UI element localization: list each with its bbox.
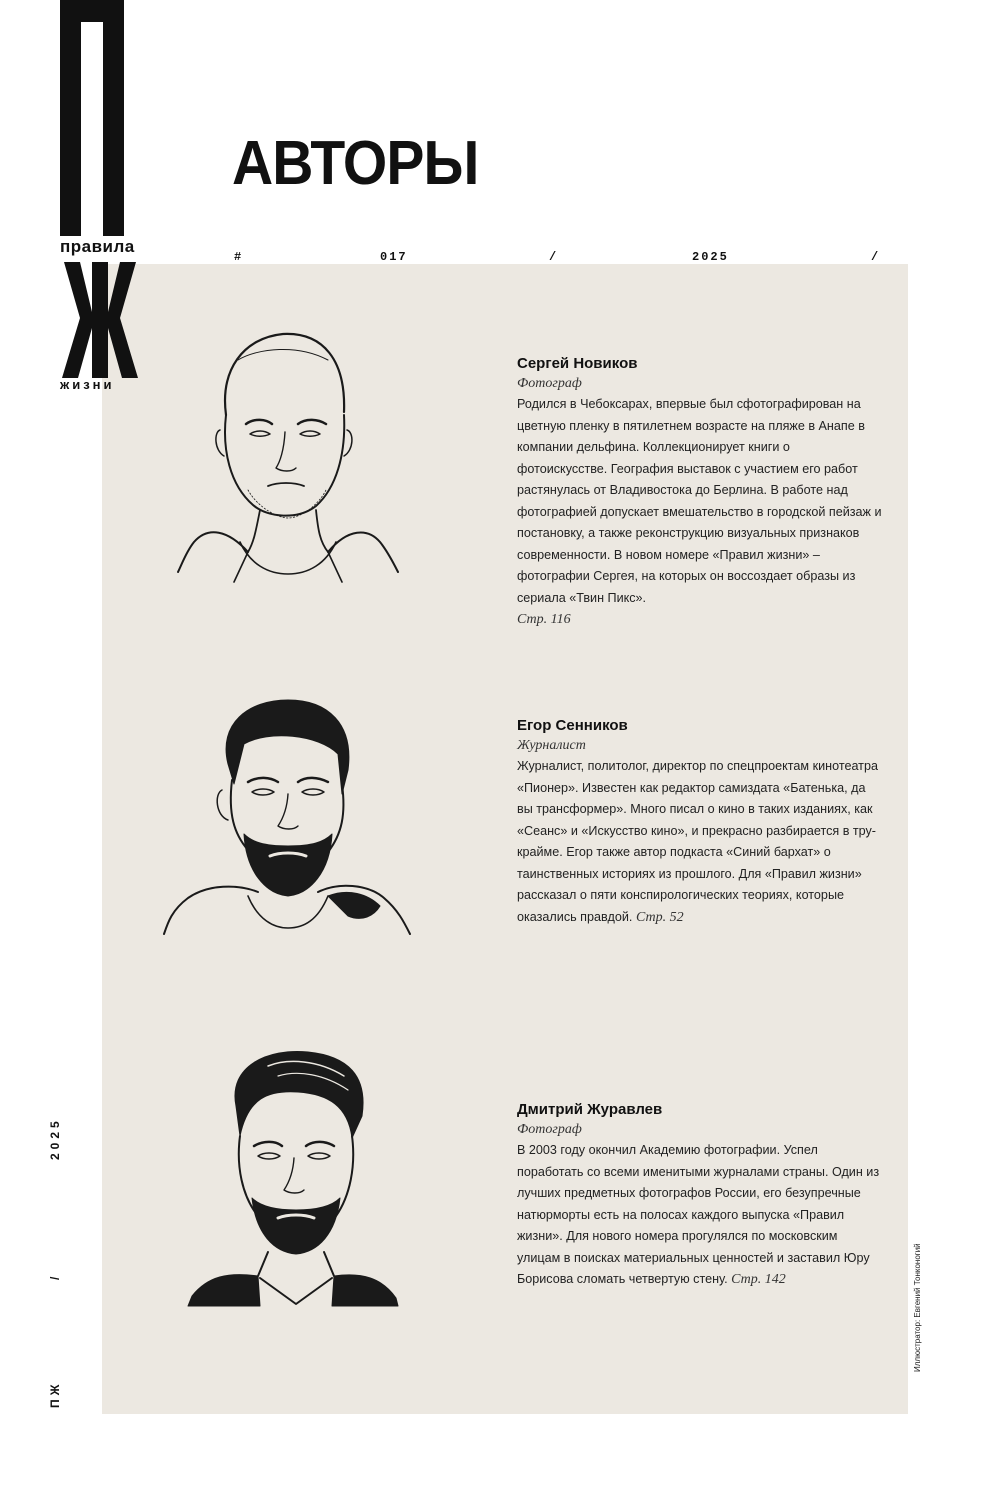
author-bio-text: Родился в Чебоксарах, впервые был сфотографирован на цветную пленку в пятилетнем возрасте на пляже в Анапе в компании дельфина. Коллекционирует книги о фотоискусстве. География выставок с участием его работ растянулась от Владивостока до Берлина. В работе над фотографией допускает вмешательство в городской пейзаж и постановку, а также реконструкцию визуальных признаков современности. В новом номере «Правил жизни» – фотографии Сергея, на которых он воссоздает образы из сериала «Твин Пикс». — [517, 397, 882, 605]
author-name: Сергей Новиков — [517, 355, 638, 372]
logo-letter-p — [60, 0, 124, 236]
author-bio — [517, 1140, 882, 1291]
author-name: Дмитрий Журавлев — [517, 1101, 663, 1118]
page-reference: Стр. 116 — [517, 612, 571, 627]
issue-number: 017 — [380, 250, 408, 264]
author-role: Журналист — [517, 738, 586, 753]
author-role: Фотограф — [517, 1122, 582, 1137]
author-role: Фотограф — [517, 376, 582, 391]
author-bio — [517, 756, 882, 928]
author-card — [517, 1101, 882, 1291]
author-card — [517, 355, 882, 631]
issue-year: 2025 — [692, 250, 729, 264]
page-reference: Стр. 142 — [731, 1272, 786, 1287]
sidebar-year: 2025 — [48, 1117, 62, 1160]
portrait-dmitry-zhuravlev — [148, 1046, 418, 1346]
page-title: АВТОРЫ — [232, 129, 479, 198]
portrait-sergey-novikov — [148, 320, 418, 620]
logo-word-bottom: жизни — [60, 377, 115, 392]
author-bio — [517, 394, 882, 631]
author-name: Егор Сенников — [517, 717, 628, 734]
issue-hash: # — [234, 250, 244, 264]
sidebar-mark: ПЖ — [48, 1380, 62, 1408]
issue-slash: / — [549, 250, 559, 264]
author-bio-text: Журналист, политолог, директор по спецпроектам кинотеатра «Пионер». Известен как редактор самиздата «Батенька, да вы трансформер». Много писал о кино в таких изданиях, как «Сеанс» и «Искусство кино», и прекрасно разбирается в тру-крайме. Егор также автор подкаста «Синий бархат» о таинственных историях из прошлого. Для «Правил жизни» рассказал о пяти конспирологических теориях, которые оказались правдой. — [517, 759, 878, 924]
logo-word-top: правила — [60, 237, 135, 256]
sidebar-slash: / — [48, 1272, 62, 1280]
issue-slash: / — [871, 250, 881, 264]
author-bio-text: В 2003 году окончил Академию фотографии. Успел поработать со всеми именитыми журналами страны. Один из лучших предметных фотографов России, его безупречные натюрморты есть на полосах каждого выпуска «Правил жизни». Для нового номера прогулялся по московским улицам в поисках материальных ценностей и заставил Юру Борисова сломать четвертую стену. — [517, 1143, 880, 1286]
page-reference: Стр. 52 — [635, 909, 684, 925]
illustrator-credit: Иллюстратор: Евгений Тонконогий — [913, 1243, 922, 1372]
author-card — [517, 717, 882, 928]
logo-letter-zh — [62, 262, 138, 378]
portrait-egor-sennikov — [148, 684, 418, 984]
